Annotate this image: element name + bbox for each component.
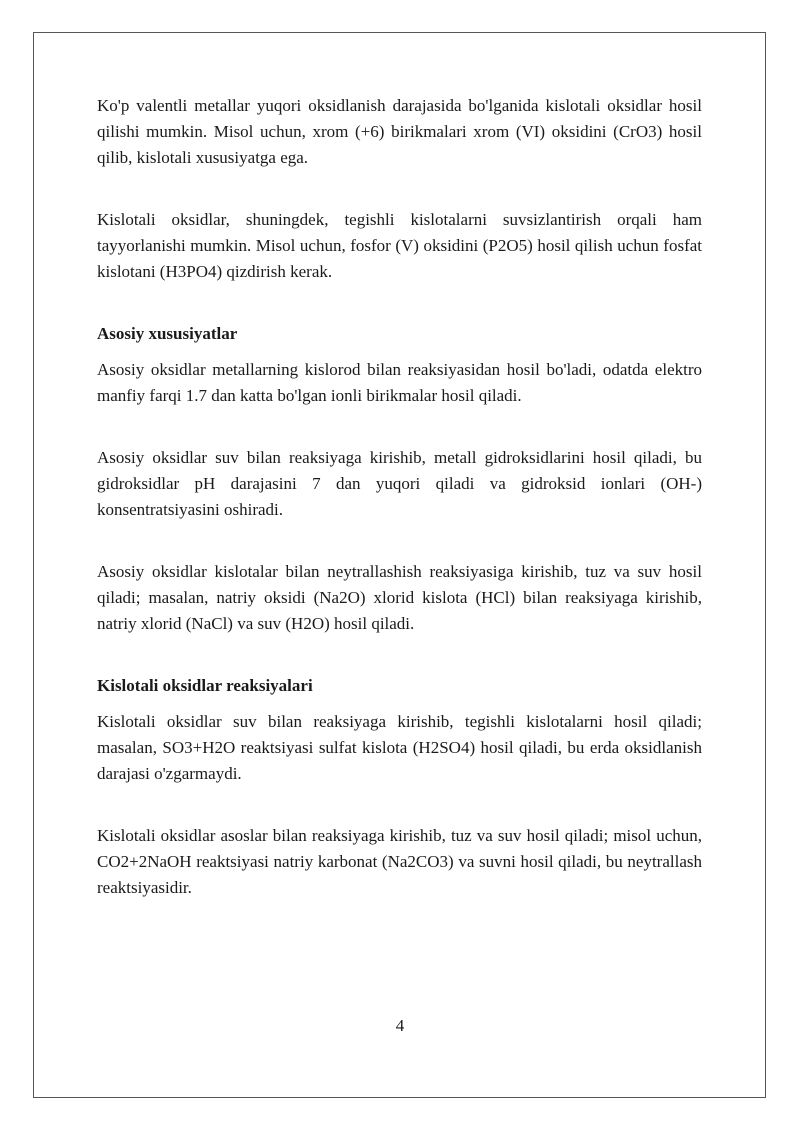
paragraph-basic-oxides-water: Asosiy oksidlar suv bilan reaksiyaga kirishib, metall gidroksidlarini hosil qiladi, bu gidroksidlar pH darajasini 7 dan yuqori qiladi va gidroksid ionlari (OH-) konsentratsiyasini oshiradi. — [97, 448, 702, 519]
paragraph-basic-oxides-acids: Asosiy oksidlar kislotalar bilan neytrallashish reaksiyasiga kirishib, tuz va suv hosil qiladi; masalan, natriy oksidi (Na2O) xlorid kislota (HCl) bilan reaksiyaga kirishib, natriy xlorid (NaCl) va suv (H2O) hosil qiladi. — [97, 562, 702, 633]
page-number: 4 — [395, 1016, 405, 1035]
paragraph-basic-oxides-formation: Asosiy oksidlar metallarning kislorod bilan reaksiyasidan hosil bo'ladi, odatda elektro manfiy farqi 1.7 dan katta bo'lgan ionli birikmalar hosil qiladi. — [97, 360, 702, 405]
section-heading-acidic-oxide-reactions: Kislotali oksidlar reaksiyalari — [97, 676, 313, 695]
paragraph-acidic-oxides-water: Kislotali oksidlar suv bilan reaksiyaga kirishib, tegishli kislotalarni hosil qiladi; masalan, SO3+H2O reaktsiyasi sulfat kislota (H2SO4) hosil qiladi, bu erda oksidlanish darajasi o'zgarmaydi. — [97, 712, 702, 783]
paragraph-multivalent-metals: Ko'p valentli metallar yuqori oksidlanish darajasida bo'lganida kislotali oksidlar hosil qilishi mumkin. Misol uchun, xrom (+6) birikmalari xrom (VI) oksidini (CrO3) hosil qilib, kislotali xususiyatga ega. — [97, 96, 702, 167]
document-body — [97, 93, 702, 901]
paragraph-acidic-oxides-bases: Kislotali oksidlar asoslar bilan reaksiyaga kirishib, tuz va suv hosil qiladi; misol uchun, CO2+2NaOH reaktsiyasi natriy karbonat (Na2CO3) va suvni hosil qiladi, bu neytrallash reaktsiyasidir. — [97, 826, 702, 897]
paragraph-dehydration: Kislotali oksidlar, shuningdek, tegishli kislotalarni suvsizlantirish orqali ham tayyorlanishi mumkin. Misol uchun, fosfor (V) oksidini (P2O5) hosil qilish uchun fosfat kislotani (H3PO4) qizdirish kerak. — [97, 210, 702, 281]
section-heading-basic-properties: Asosiy xususiyatlar — [97, 324, 238, 343]
